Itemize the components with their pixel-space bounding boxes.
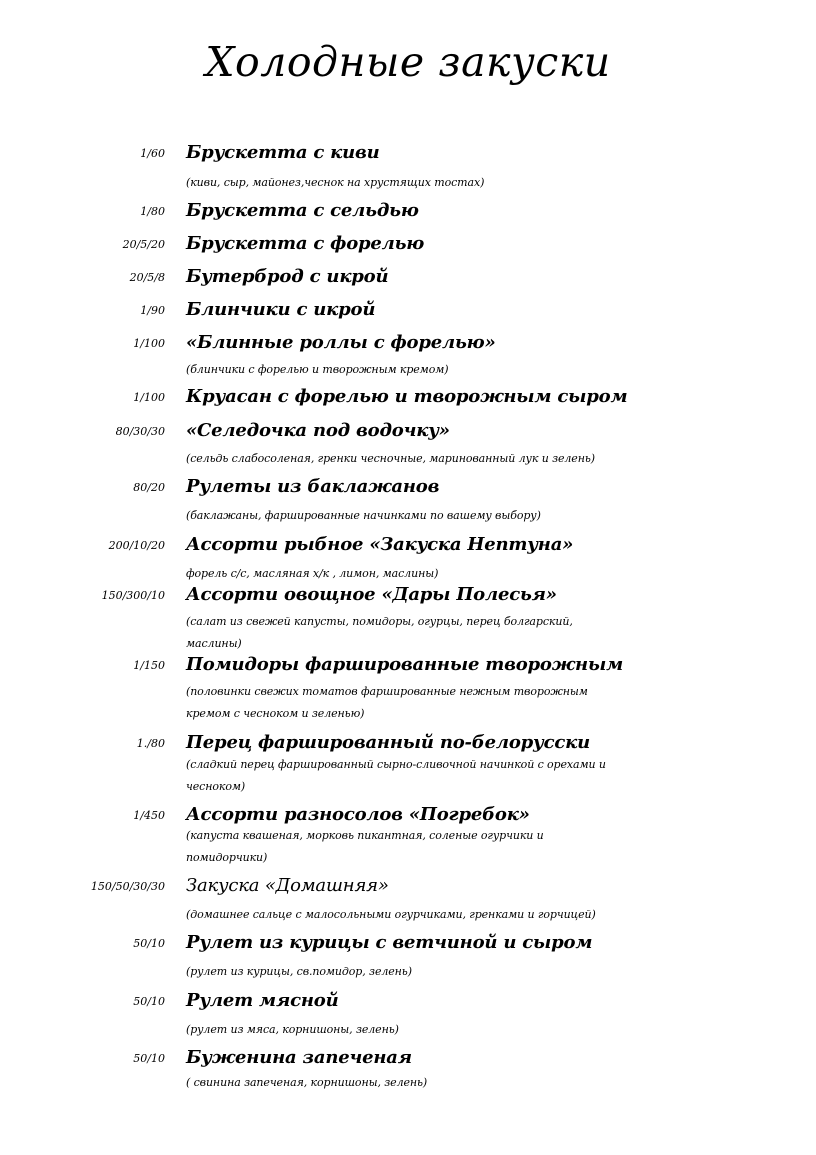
dish-description: (блинчики с форелью и творожным кремом): [186, 363, 449, 376]
dish-name: Буженина запеченая: [186, 1047, 412, 1068]
dish-description: ( свинина запеченая, корнишоны, зелень): [186, 1076, 428, 1089]
dish-description: (киви, сыр, майонез,чеснок на хрустящих тостах): [186, 176, 485, 189]
portion-size: 1/450: [133, 809, 165, 822]
portion-size: 1./80: [136, 737, 165, 750]
portion-size: 80/20: [133, 481, 165, 494]
dish-name: Рулет мясной: [186, 990, 339, 1011]
portion-size: 1/100: [133, 337, 165, 350]
dish-name: Ассорти разносолов «Погребок»: [186, 804, 530, 825]
dish-description: (баклажаны, фаршированные начинками по вашему выбору): [186, 509, 541, 522]
portion-size: 80/30/30: [115, 425, 165, 438]
portion-size: 1/60: [140, 147, 165, 160]
portion-size: 150/50/30/30: [90, 880, 165, 893]
dish-description: (рулет из курицы, св.помидор, зелень): [186, 965, 412, 978]
dish-description: форель с/с, масляная х/к , лимон, маслины): [186, 567, 439, 580]
dish-name: Рулет из курицы с ветчиной и сыром: [186, 932, 593, 953]
dish-description: (капуста квашеная, морковь пикантная, соленые огурчики и помидорчики): [186, 829, 544, 864]
portion-size: 200/10/20: [108, 539, 165, 552]
portion-size: 1/80: [140, 205, 165, 218]
dish-name: Ассорти овощное «Дары Полесья»: [186, 584, 557, 605]
portion-size: 150/300/10: [101, 589, 165, 602]
portion-size: 1/100: [133, 391, 165, 404]
dish-name: Брускетта с сельдью: [186, 200, 419, 221]
portion-size: 50/10: [133, 937, 165, 950]
portion-size: 20/5/20: [122, 238, 165, 251]
dish-description: (рулет из мяса, корнишоны, зелень): [186, 1023, 399, 1036]
dish-name: «Блинные роллы с форелью»: [186, 332, 496, 353]
dish-name: Помидоры фаршированные творожным: [186, 654, 623, 675]
dish-name: «Селедочка под водочку»: [186, 420, 450, 441]
portion-size: 50/10: [133, 1052, 165, 1065]
dish-name: Брускетта с киви: [186, 142, 380, 163]
dish-description: (домашнее сальце с малосольными огурчиками, гренками и горчицей): [186, 908, 596, 921]
dish-name: Бутерброд с икрой: [186, 266, 389, 287]
portion-size: 20/5/8: [129, 271, 165, 284]
dish-description: (сладкий перец фаршированный сырно-сливочной начинкой с орехами и чесноком): [186, 758, 606, 793]
dish-description: (сельдь слабосоленая, гренки чесночные, маринованный лук и зелень): [186, 452, 595, 465]
page-title: Холодные закуски: [205, 38, 611, 86]
portion-size: 1/150: [133, 659, 165, 672]
portion-size: 50/10: [133, 995, 165, 1008]
dish-name: Брускетта с форелью: [186, 233, 425, 254]
dish-name: Закуска «Домашняя»: [186, 875, 389, 896]
dish-name: Перец фаршированный по-белорусски: [186, 732, 590, 753]
portion-size: 1/90: [140, 304, 165, 317]
dish-name: Рулеты из баклажанов: [186, 476, 440, 497]
dish-description: (салат из свежей капусты, помидоры, огурцы, перец болгарский, маслины): [186, 615, 573, 650]
dish-name: Блинчики с икрой: [186, 299, 376, 320]
dish-name: Ассорти рыбное «Закуска Нептуна»: [186, 534, 574, 555]
dish-description: (половинки свежих томатов фаршированные нежным творожным кремом с чесноком и зеленью): [186, 685, 588, 720]
dish-name: Круасан с форелью и творожным сыром: [186, 386, 628, 407]
